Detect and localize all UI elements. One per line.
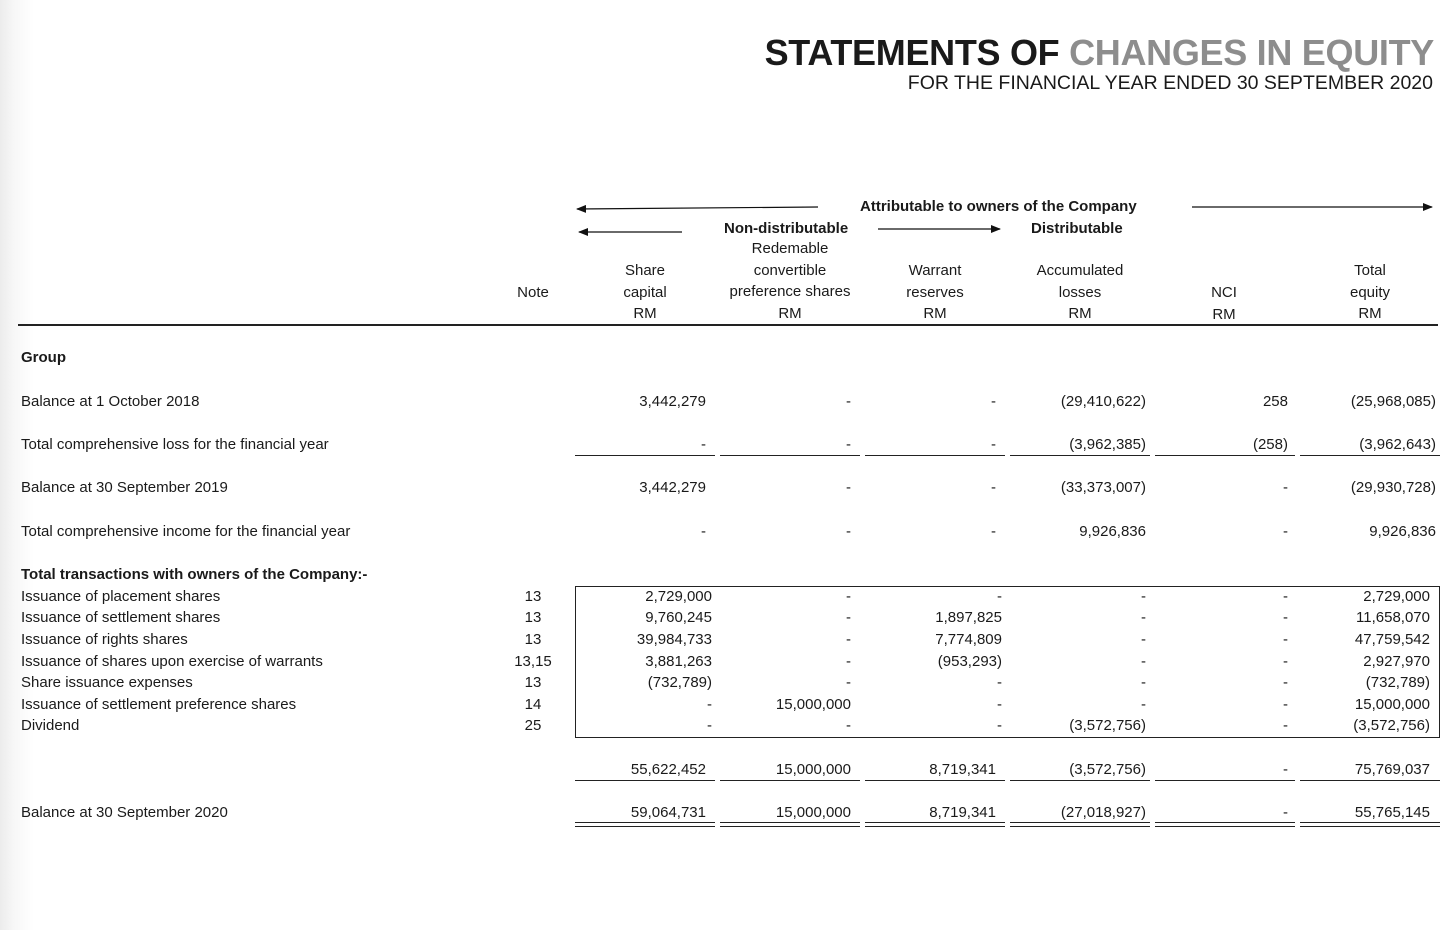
cell-rcps: - — [846, 436, 851, 453]
cell-accumulated: - — [1141, 588, 1146, 605]
cell-share-capital: - — [701, 523, 706, 540]
cell-nci: - — [1283, 523, 1288, 540]
cell-nci: (258) — [1252, 436, 1288, 453]
header-share-capital-line2: capital — [623, 283, 667, 301]
cell-warrant: (953,293) — [937, 653, 1002, 670]
distributable-heading: Distributable — [1031, 220, 1123, 237]
cell-total: (29,930,728) — [1350, 479, 1436, 496]
cell-accumulated: (3,572,756) — [1069, 761, 1146, 778]
cell-share-capital: 39,984,733 — [636, 631, 712, 648]
cell-nci: - — [1283, 479, 1288, 496]
row-label: Balance at 1 October 2018 — [21, 393, 200, 410]
cell-accumulated: (27,018,927) — [1060, 804, 1146, 821]
header-total-unit: RM — [1358, 305, 1382, 323]
cell-warrant: - — [991, 523, 996, 540]
row-label: Share issuance expenses — [21, 674, 193, 691]
header-accumulated-line2: losses — [1058, 283, 1102, 301]
double-underline — [1155, 822, 1295, 827]
cell-share-capital: 9,760,245 — [645, 609, 712, 626]
row-note: 13 — [524, 631, 542, 648]
underline — [1155, 780, 1295, 781]
page-subtitle: FOR THE FINANCIAL YEAR ENDED 30 SEPTEMBER 2020 — [907, 72, 1433, 94]
cell-rcps: - — [846, 588, 851, 605]
non-distributable-heading: Non-distributable — [724, 220, 849, 237]
header-total — [1320, 260, 1420, 325]
cell-nci: - — [1283, 631, 1288, 648]
cell-accumulated: 9,926,836 — [1079, 523, 1146, 540]
cell-accumulated: (29,410,622) — [1060, 393, 1146, 410]
cell-nci: - — [1283, 674, 1288, 691]
header-share-capital — [585, 260, 705, 325]
cell-total: 55,765,145 — [1354, 804, 1430, 821]
cell-rcps: - — [846, 523, 851, 540]
cell-share-capital: - — [701, 436, 706, 453]
cell-rcps: - — [846, 674, 851, 691]
header-share-capital-unit: RM — [633, 305, 657, 323]
underline — [1155, 455, 1295, 456]
cell-nci: - — [1283, 588, 1288, 605]
cell-total: (732,789) — [1365, 674, 1430, 691]
cell-rcps: - — [846, 653, 851, 670]
double-underline — [720, 822, 860, 827]
cell-total: (25,968,085) — [1350, 393, 1436, 410]
underline — [1010, 455, 1150, 456]
header-warrant-line2: reserves — [906, 283, 964, 301]
double-underline — [1010, 822, 1150, 827]
header-rcps-line2: convertible — [753, 261, 827, 279]
cell-rcps: - — [846, 393, 851, 410]
cell-warrant: 1,897,825 — [935, 609, 1002, 626]
header-nci-unit: RM — [1212, 305, 1236, 323]
cell-share-capital: - — [707, 696, 712, 713]
cell-total: (3,572,756) — [1353, 717, 1430, 734]
cell-nci: - — [1283, 804, 1288, 821]
cell-accumulated: - — [1141, 653, 1146, 670]
cell-accumulated: (33,373,007) — [1060, 479, 1146, 496]
underline — [1300, 455, 1440, 456]
cell-share-capital: 2,729,000 — [645, 588, 712, 605]
cell-share-capital: 3,881,263 — [645, 653, 712, 670]
header-divider — [18, 324, 1438, 326]
cell-warrant: 7,774,809 — [935, 631, 1002, 648]
cell-nci: - — [1283, 696, 1288, 713]
row-label: Balance at 30 September 2019 — [21, 479, 228, 496]
cell-accumulated: - — [1141, 696, 1146, 713]
header-rcps-line1: Redemable — [751, 240, 829, 257]
cell-nci: - — [1283, 653, 1288, 670]
underline — [865, 455, 1005, 456]
row-label: Total comprehensive loss for the financial year — [21, 436, 329, 453]
cell-share-capital: 3,442,279 — [639, 393, 706, 410]
row-label: Issuance of rights shares — [21, 631, 188, 648]
title-part-1: STATEMENTS OF — [764, 32, 1060, 73]
cell-total: 9,926,836 — [1369, 523, 1436, 540]
row-note: 14 — [524, 696, 542, 713]
cell-accumulated: - — [1141, 674, 1146, 691]
underline — [575, 455, 715, 456]
group-heading: Group — [21, 349, 66, 366]
underline — [575, 780, 715, 781]
cell-warrant: 8,719,341 — [929, 804, 996, 821]
arrow-attributable-left — [577, 207, 818, 209]
row-label: Total comprehensive income for the financial year — [21, 523, 351, 540]
header-rcps-unit: RM — [778, 304, 802, 322]
underline — [865, 780, 1005, 781]
double-underline — [865, 822, 1005, 827]
cell-accumulated: - — [1141, 609, 1146, 626]
header-accumulated-line1: Accumulated — [1036, 262, 1124, 279]
cell-rcps: - — [846, 479, 851, 496]
cell-rcps: - — [846, 609, 851, 626]
title-part-2: CHANGES IN EQUITY — [1069, 32, 1434, 73]
underline — [1010, 780, 1150, 781]
header-warrant-unit: RM — [923, 305, 947, 323]
cell-rcps: 15,000,000 — [775, 696, 851, 713]
header-warrant-line1: Warrant — [908, 262, 962, 279]
header-accumulated — [1020, 260, 1140, 325]
cell-total: 2,927,970 — [1363, 653, 1430, 670]
header-total-line2: equity — [1349, 283, 1391, 301]
cell-nci: 258 — [1262, 393, 1288, 410]
row-note: 13 — [524, 674, 542, 691]
double-underline — [575, 822, 715, 827]
cell-warrant: - — [997, 717, 1002, 734]
cell-total: 47,759,542 — [1354, 631, 1430, 648]
transactions-box — [575, 586, 1440, 738]
header-note: Note — [517, 284, 549, 301]
row-label: Issuance of shares upon exercise of warrants — [21, 653, 323, 670]
header-nci — [1184, 282, 1264, 325]
cell-warrant: - — [997, 674, 1002, 691]
cell-total: (3,962,643) — [1359, 436, 1436, 453]
transactions-heading: Total transactions with owners of the Company:- — [21, 566, 368, 583]
cell-warrant: 8,719,341 — [929, 761, 996, 778]
cell-share-capital: 55,622,452 — [630, 761, 706, 778]
cell-share-capital: (732,789) — [647, 674, 712, 691]
header-nci-line1: NCI — [1211, 284, 1237, 301]
cell-share-capital: - — [707, 717, 712, 734]
cell-total: 15,000,000 — [1354, 696, 1430, 713]
underline — [1300, 780, 1440, 781]
cell-share-capital: 3,442,279 — [639, 479, 706, 496]
underline — [720, 780, 860, 781]
underline — [720, 455, 860, 456]
header-accumulated-unit: RM — [1068, 305, 1092, 323]
header-total-line1: Total — [1354, 262, 1386, 279]
cell-rcps: - — [846, 631, 851, 648]
cell-warrant: - — [997, 696, 1002, 713]
double-underline — [1300, 822, 1440, 827]
cell-warrant: - — [997, 588, 1002, 605]
cell-total: 2,729,000 — [1363, 588, 1430, 605]
row-label: Issuance of settlement shares — [21, 609, 221, 626]
row-label: Issuance of placement shares — [21, 588, 221, 605]
cell-accumulated: (3,572,756) — [1069, 717, 1146, 734]
cell-rcps: 15,000,000 — [775, 761, 851, 778]
row-label: Balance at 30 September 2020 — [21, 804, 228, 821]
cell-rcps: - — [846, 717, 851, 734]
cell-total: 11,658,070 — [1356, 609, 1430, 626]
header-rcps-line3: preference shares — [729, 283, 851, 301]
row-note: 13 — [524, 588, 542, 605]
row-note: 13 — [524, 609, 542, 626]
cell-rcps: 15,000,000 — [775, 804, 851, 821]
attributable-heading: Attributable to owners of the Company — [860, 198, 1137, 215]
row-label: Dividend — [21, 717, 80, 734]
cell-nci: - — [1283, 761, 1288, 778]
header-rcps — [705, 238, 875, 324]
row-note: 25 — [524, 717, 542, 734]
cell-accumulated: - — [1141, 631, 1146, 648]
cell-accumulated: (3,962,385) — [1069, 436, 1146, 453]
header-warrant — [875, 260, 995, 325]
cell-warrant: - — [991, 479, 996, 496]
cell-nci: - — [1283, 717, 1288, 734]
cell-warrant: - — [991, 393, 996, 410]
row-label: Issuance of settlement preference shares — [21, 696, 297, 713]
header-share-capital-line1: Share — [624, 262, 666, 279]
cell-total: 75,769,037 — [1354, 761, 1430, 778]
cell-share-capital: 59,064,731 — [630, 804, 706, 821]
cell-nci: - — [1283, 609, 1288, 626]
row-note: 13,15 — [514, 653, 552, 670]
cell-warrant: - — [991, 436, 996, 453]
